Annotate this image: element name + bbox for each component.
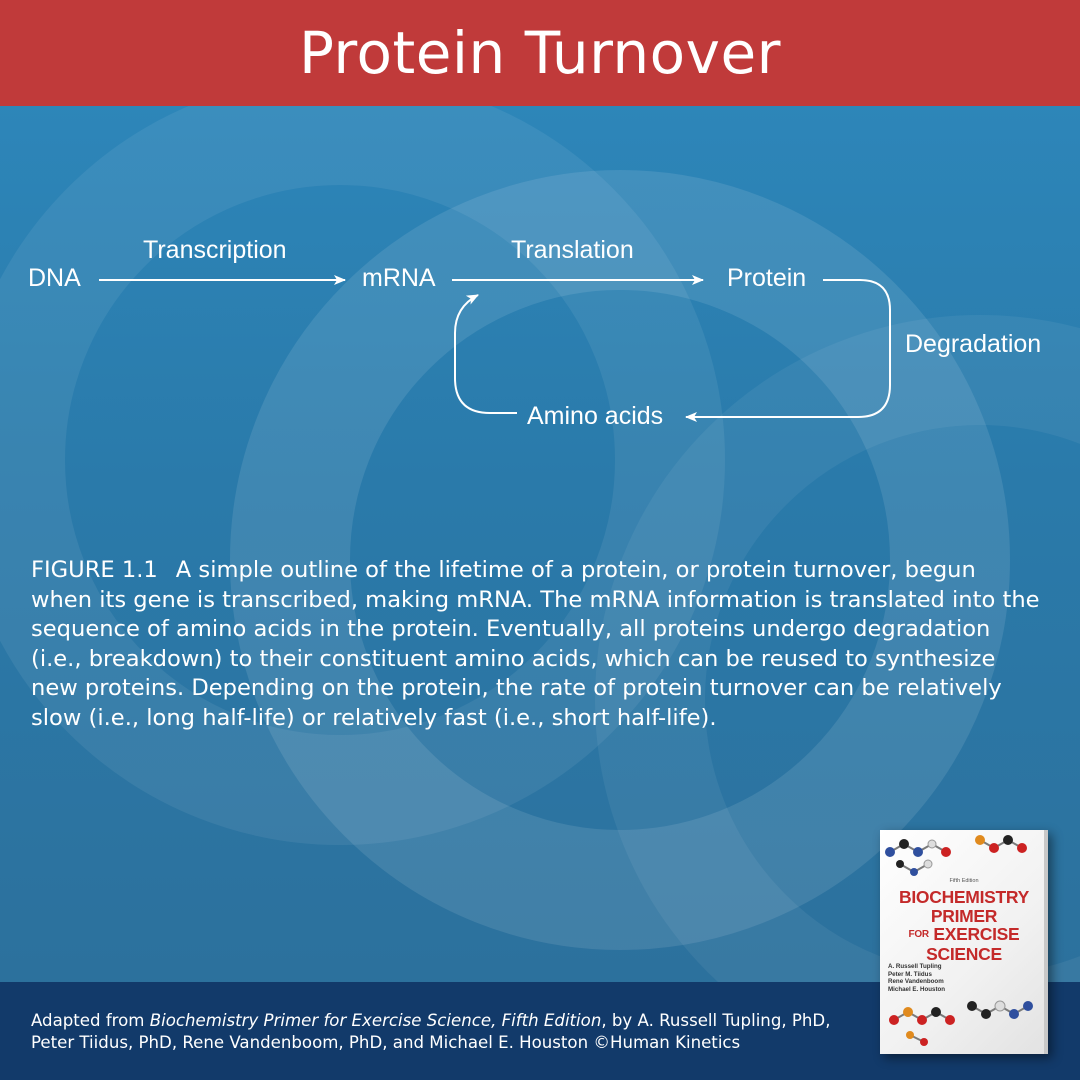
node-amino-acids: Amino acids — [527, 402, 664, 430]
book-authors — [888, 963, 1038, 993]
book-title-line4: SCIENCE — [926, 943, 1002, 964]
figure-caption — [31, 556, 1041, 733]
caption-text: A simple outline of the lifetime of a protein, or protein turnover, begun when its gene is transcribed, making mRNA. The mRNA information is translated into the sequence of amino acids in the protein. Eventually, all proteins undergo degradation (i.e., breakdown) to their constituent amino acids, which can be reused to synthesize new proteins. Depending on the protein, the rate of protein turnover can be relatively slow (i.e., long half-life) or relatively fast (i.e., short half-life). — [31, 557, 1040, 731]
label-translation: Translation — [511, 236, 634, 264]
label-degradation: Degradation — [905, 330, 1042, 358]
book-title-for: FOR — [908, 929, 929, 941]
book-author: Peter M. Tiidus — [888, 970, 932, 978]
book-title-line1: BIOCHEMISTRY — [899, 887, 1029, 907]
book-title — [886, 888, 1042, 963]
diagram-arrows — [0, 106, 1080, 526]
protein-turnover-diagram — [0, 106, 1080, 526]
book-edition: Fifth Edition — [949, 878, 979, 884]
book-author: Michael E. Houston — [888, 985, 946, 993]
page-title: Protein Turnover — [298, 19, 782, 87]
node-protein: Protein — [727, 264, 807, 292]
book-spine — [1044, 830, 1048, 1054]
footer-book-title: Biochemistry Primer for Exercise Science, Fifth Edition — [149, 1011, 602, 1030]
label-transcription: Transcription — [143, 236, 287, 264]
degradation-arrow — [686, 280, 890, 417]
recycle-arrow — [455, 295, 517, 413]
node-dna: DNA — [28, 264, 81, 292]
footer-credit — [31, 1010, 871, 1054]
book-author: Rene Vandenboom — [888, 978, 944, 985]
book-title-line3: EXERCISE — [933, 924, 1020, 944]
figure-label: FIGURE 1.1 — [31, 557, 158, 583]
footer-suffix: , by A. Russell Tupling, PhD, Peter Tiidus, PhD, Rene Vandenboom, PhD, and Michael E. Houston ©Human Kinetics — [31, 1011, 831, 1052]
footer-prefix: Adapted from — [31, 1011, 150, 1030]
book-author: A. Russell Tupling — [888, 963, 942, 970]
node-mrna: mRNA — [362, 264, 436, 292]
book-title-line2: PRIMER — [930, 905, 998, 926]
book-cover — [880, 830, 1048, 1054]
title-bar — [0, 0, 1080, 106]
